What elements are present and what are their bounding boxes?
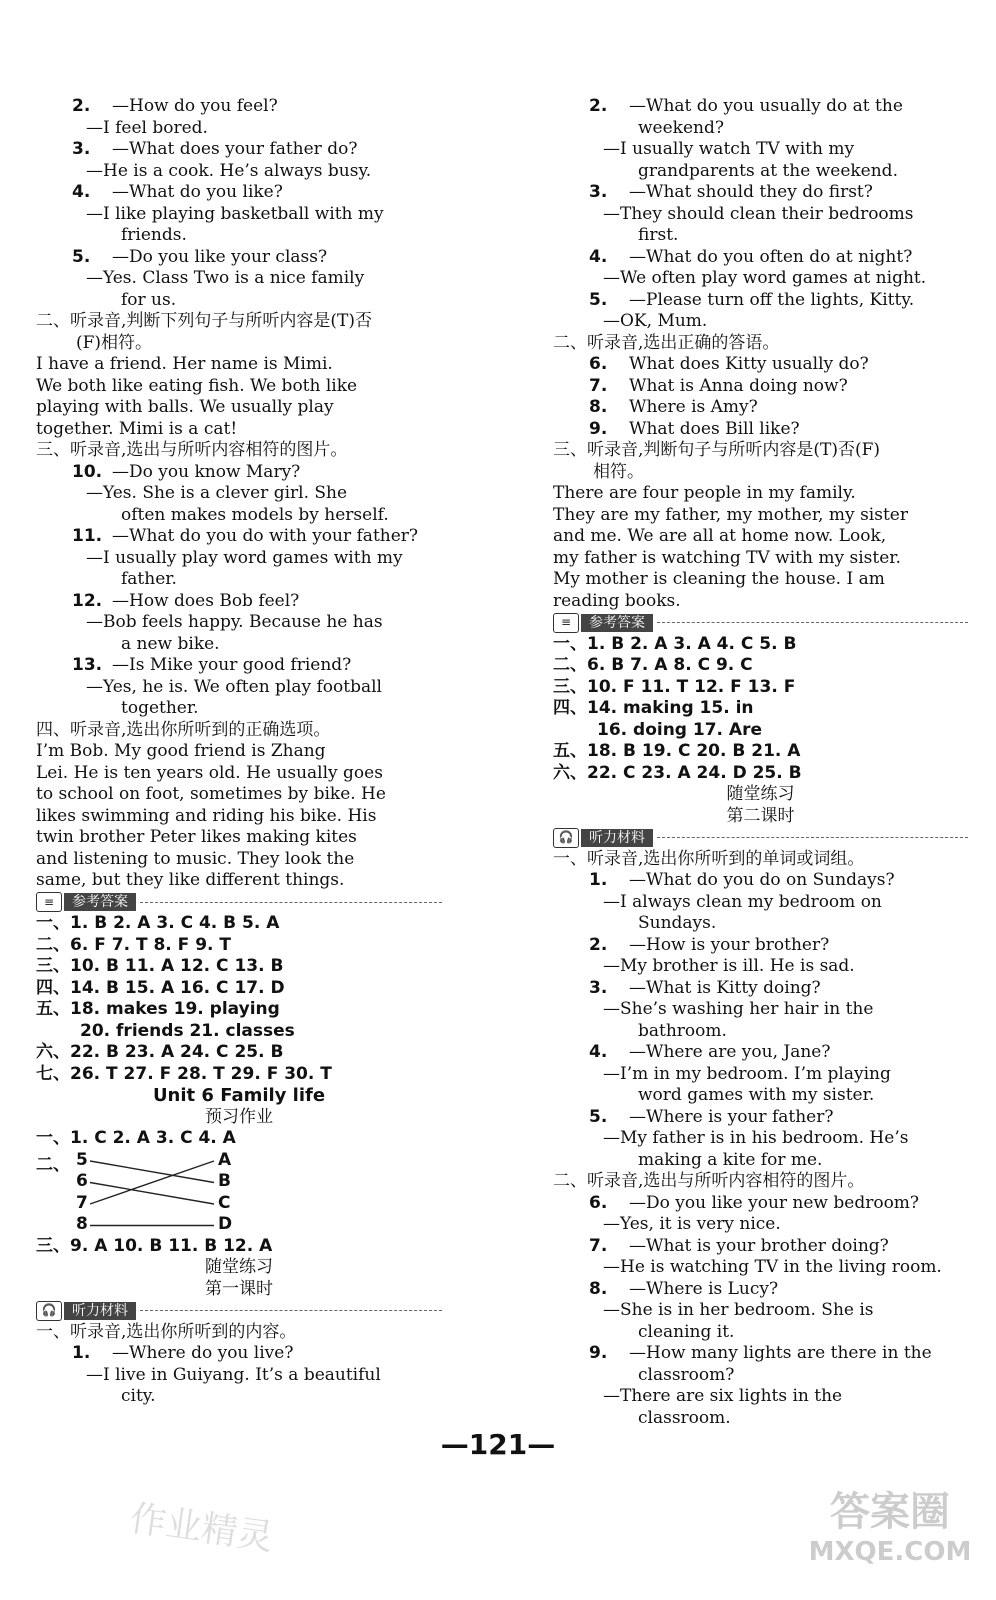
line-text: 相符。 [593, 461, 644, 482]
watermark-right [800, 1480, 980, 1567]
section-badge [36, 892, 442, 914]
item-number: 3. [589, 182, 608, 202]
text-line [553, 1279, 968, 1301]
line-text: 四、听录音,选出你所听到的正确选项。 [36, 719, 331, 740]
text-line [36, 462, 442, 484]
line-text: friends. [121, 225, 187, 245]
text-line [36, 311, 442, 333]
badge-divider [657, 622, 968, 623]
line-text: —How many lights are there in the [629, 1343, 932, 1363]
line-text: often makes models by herself. [121, 504, 389, 525]
line-text: —Where is your father? [629, 1106, 834, 1127]
line-text: —He is watching TV in the living room. [603, 1257, 942, 1277]
text-line [36, 763, 442, 785]
text-line [553, 1257, 968, 1279]
text-line [36, 913, 442, 935]
item-number: 2. [589, 96, 608, 116]
text-line [553, 1365, 968, 1387]
text-line [553, 1214, 968, 1236]
badge-divider [140, 1310, 442, 1311]
badge-icon: ≡ [553, 613, 579, 633]
line-text: 五、18. B 19. C 20. B 21. A [553, 741, 801, 761]
text-line [553, 225, 968, 247]
item-number: 4. [589, 1042, 608, 1062]
line-text: reading books. [553, 590, 681, 611]
line-text: bathroom. [638, 1020, 727, 1041]
text-line [36, 376, 442, 398]
text-line [36, 655, 442, 677]
text-line [553, 569, 968, 591]
line-text: 三、9. A 10. B 11. B 12. A [36, 1235, 273, 1256]
line-text: —Where are you, Jane? [629, 1042, 831, 1062]
line-text: —I like playing basketball with my [86, 203, 384, 224]
line-text: —What do you like? [112, 182, 283, 202]
line-text: —Do you like your class? [112, 246, 328, 267]
badge-icon: 🎧 [36, 1301, 62, 1321]
badge-label: 听力材料 [64, 1302, 136, 1320]
line-text: —Yes. Class Two is a nice family [86, 268, 365, 288]
text-line [553, 397, 968, 419]
text-line [553, 1193, 968, 1215]
line-text: They are my father, my mother, my sister [553, 504, 908, 525]
line-text: 五、18. makes 19. playing [36, 999, 280, 1019]
text-line [553, 118, 968, 140]
item-number: 9. [589, 1343, 608, 1363]
line-text: likes swimming and riding his bike. His [36, 805, 377, 826]
line-text: What does Kitty usually do? [629, 354, 869, 374]
item-number: 8. [589, 1278, 608, 1299]
text-line [36, 96, 442, 118]
line-text: 二、听录音,判断下列句子与所听内容是(T)否 [36, 311, 373, 331]
text-line [553, 1236, 968, 1258]
match-letter: A [218, 1149, 232, 1170]
item-number: 10. [72, 461, 103, 482]
line-text: 三、10. F 11. T 12. F 13. F [553, 676, 796, 697]
line-text: —She’s washing her hair in the [603, 999, 874, 1019]
text-line [36, 956, 442, 978]
line-text: —What do you do with your father? [112, 526, 419, 546]
text-line [553, 376, 968, 398]
match-line [90, 1182, 214, 1204]
text-line [553, 483, 968, 505]
line-text: —What does your father do? [112, 139, 358, 159]
line-text: —I live in Guiyang. It’s a beautiful [86, 1364, 381, 1385]
text-line [553, 698, 968, 720]
line-text: —What is your brother doing? [629, 1235, 889, 1256]
text-line [553, 96, 968, 118]
line-text: What does Bill like? [629, 418, 800, 439]
text-line [36, 634, 442, 656]
line-text: 16. doing 17. Are [597, 719, 763, 740]
line-text: classroom. [638, 1407, 731, 1428]
badge-icon: ≡ [36, 892, 62, 912]
line-text: weekend? [638, 117, 724, 138]
text-line [553, 870, 968, 892]
line-text: 二、听录音,选出与所听内容相符的图片。 [553, 1171, 865, 1191]
line-text: —I feel bored. [86, 117, 208, 138]
line-text: I have a friend. Her name is Mimi. [36, 354, 333, 374]
text-line [36, 526, 442, 548]
text-line [553, 720, 968, 742]
text-line [553, 1021, 968, 1043]
text-line [553, 419, 968, 441]
match-line [90, 1161, 214, 1183]
text-line [553, 440, 968, 462]
item-number: 11. [72, 526, 103, 546]
line-text: 第一课时 [205, 1278, 273, 1299]
item-number: 7. [589, 375, 608, 396]
line-text: 四、14. B 15. A 16. C 17. D [36, 977, 285, 998]
line-text: word games with my sister. [638, 1085, 875, 1105]
text-line [36, 978, 442, 1000]
line-text: and me. We are all at home now. Look, [553, 526, 887, 546]
line-text: 二、6. F 7. T 8. F 9. T [36, 934, 231, 955]
text-line [36, 784, 442, 806]
text-line [36, 1257, 442, 1279]
line-text: 六、22. B 23. A 24. C 25. B [36, 1042, 284, 1062]
item-number: 4. [72, 182, 91, 202]
line-text: playing with balls. We usually play [36, 397, 334, 417]
line-text: 一、1. B 2. A 3. A 4. C 5. B [553, 633, 797, 654]
line-text: 一、1. C 2. A 3. C 4. A [36, 1128, 236, 1148]
line-text: my father is watching TV with my sister. [553, 547, 901, 568]
text-line [553, 1171, 968, 1193]
text-line [553, 1042, 968, 1064]
text-line [36, 999, 442, 1021]
text-line [36, 1064, 442, 1086]
text-line [553, 333, 968, 355]
text-line [553, 548, 968, 570]
match-line [90, 1161, 214, 1204]
line-text: —She is in her bedroom. She is [603, 1300, 874, 1320]
line-text: —How does Bob feel? [112, 590, 300, 611]
text-line [36, 569, 442, 591]
watermark-left: 作业精灵 [127, 1498, 276, 1559]
badge-divider [140, 902, 442, 903]
text-line [36, 354, 442, 376]
line-text: cleaning it. [638, 1321, 735, 1342]
text-line [553, 1150, 968, 1172]
text-line [553, 161, 968, 183]
line-text: —I’m in my bedroom. I’m playing [603, 1063, 891, 1084]
text-line [36, 1128, 442, 1150]
line-text: —How is your brother? [629, 934, 830, 955]
line-text: Where is Amy? [629, 397, 758, 417]
line-text: We both like eating fish. We both like [36, 375, 358, 396]
text-line [553, 956, 968, 978]
line-text: —What do you often do at night? [629, 246, 913, 267]
item-number: 2. [72, 96, 91, 116]
text-line [36, 1279, 442, 1301]
text-line [36, 591, 442, 613]
line-text: I’m Bob. My good friend is Zhang [36, 741, 326, 761]
item-number: 1. [72, 1343, 91, 1363]
text-line [36, 182, 442, 204]
line-text: 随堂练习 [726, 784, 795, 804]
text-line [36, 1042, 442, 1064]
line-text: —Where is Lucy? [629, 1278, 779, 1299]
text-line [36, 290, 442, 312]
text-line [36, 720, 442, 742]
line-text: father. [121, 569, 177, 589]
text-line [553, 1343, 968, 1365]
item-number: 3. [589, 977, 608, 998]
text-line [36, 1021, 442, 1043]
line-text: together. Mimi is a cat! [36, 418, 238, 439]
text-line [553, 1322, 968, 1344]
line-text: —What do you usually do at the [629, 96, 903, 116]
text-line [36, 505, 442, 527]
line-text: —Yes, he is. We often play football [86, 676, 382, 697]
line-text: 一、听录音,选出你所听到的内容。 [36, 1321, 297, 1342]
line-text: 预习作业 [205, 1106, 273, 1127]
item-number: 5. [589, 289, 608, 310]
line-text: —Yes, it is very nice. [603, 1214, 781, 1234]
text-line [553, 892, 968, 914]
item-number: 8. [589, 397, 608, 417]
line-text: Unit 6 Family life [152, 1085, 326, 1106]
line-text: 随堂练习 [205, 1257, 273, 1277]
text-line [553, 935, 968, 957]
text-line [36, 1365, 442, 1387]
text-line [36, 1322, 442, 1344]
text-line [36, 548, 442, 570]
match-letter: D [218, 1214, 233, 1234]
section-badge [553, 612, 968, 634]
line-text: What is Anna doing now? [629, 375, 848, 396]
item-number: 5. [589, 1106, 608, 1127]
text-line [553, 591, 968, 613]
line-text: —What do you do on Sundays? [629, 870, 895, 890]
section-badge [553, 827, 968, 849]
line-text: —I usually play word games with my [86, 547, 403, 568]
item-number: 5. [72, 246, 91, 267]
text-line [553, 1107, 968, 1129]
line-text: —I usually watch TV with my [603, 139, 855, 159]
text-line [36, 806, 442, 828]
text-line [36, 1085, 442, 1107]
text-line [36, 1107, 442, 1129]
text-line [36, 1236, 442, 1258]
line-text: 第二课时 [726, 805, 795, 826]
text-line [553, 999, 968, 1021]
text-line [553, 913, 968, 935]
line-text: 三、10. B 11. A 12. C 13. B [36, 956, 284, 976]
line-text: —My father is in his bedroom. He’s [603, 1128, 909, 1148]
line-text: —Is Mike your good friend? [112, 655, 352, 675]
line-text: —What is Kitty doing? [629, 977, 821, 998]
page-number: —121— [440, 1428, 556, 1461]
item-number: 9. [589, 418, 608, 439]
text-line [553, 784, 968, 806]
text-line [553, 655, 968, 677]
text-line [553, 978, 968, 1000]
text-line [36, 268, 442, 290]
item-number: 6. [589, 1192, 608, 1213]
text-line [36, 935, 442, 957]
text-line [553, 1064, 968, 1086]
line-text: —Bob feels happy. Because he has [86, 612, 383, 632]
line-text: My mother is cleaning the house. I am [553, 569, 885, 589]
line-text: city. [121, 1386, 156, 1406]
line-text: classroom? [638, 1364, 735, 1385]
text-line [36, 440, 442, 462]
section-badge [36, 1300, 442, 1322]
line-text: —Yes. She is a clever girl. She [86, 483, 348, 503]
text-line [553, 849, 968, 871]
text-line [553, 1128, 968, 1150]
text-line [36, 849, 442, 871]
text-line [36, 225, 442, 247]
text-line [36, 1386, 442, 1408]
text-line [553, 806, 968, 828]
badge-icon: 🎧 [553, 828, 579, 848]
line-text: first. [638, 225, 679, 245]
line-text: Sundays. [638, 913, 717, 933]
left-column [36, 96, 442, 1408]
line-text: —There are six lights in the [603, 1386, 843, 1406]
item-number: 1. [589, 870, 608, 890]
line-text: 七、26. T 27. F 28. T 29. F 30. T [36, 1063, 332, 1084]
badge-label: 听力材料 [581, 829, 653, 847]
line-text: There are four people in my family. [553, 483, 856, 503]
text-line [36, 333, 442, 355]
line-text: grandparents at the weekend. [638, 160, 898, 181]
line-text: 二、听录音,选出正确的答语。 [553, 332, 780, 353]
text-line [553, 268, 968, 290]
line-text: —OK, Mum. [603, 311, 708, 331]
line-text: —Do you know Mary? [112, 461, 301, 482]
watermark-url: MXQE.COM [808, 1537, 972, 1567]
text-line [36, 827, 442, 849]
line-text: to school on foot, sometimes by bike. He [36, 784, 386, 804]
line-text: a new bike. [121, 633, 220, 654]
text-line [36, 118, 442, 140]
text-line [36, 397, 442, 419]
text-line [553, 247, 968, 269]
match-number: 7 [76, 1192, 88, 1213]
text-line [36, 870, 442, 892]
item-number: 3. [72, 139, 91, 159]
text-line [553, 677, 968, 699]
right-column [553, 96, 968, 1429]
text-line [553, 1386, 968, 1408]
text-line [36, 677, 442, 699]
text-line [553, 763, 968, 785]
text-line [553, 139, 968, 161]
line-text: Lei. He is ten years old. He usually goes [36, 762, 383, 783]
text-line [36, 1343, 442, 1365]
text-line [553, 290, 968, 312]
text-line [553, 311, 968, 333]
line-text: and listening to music. They look the [36, 848, 355, 869]
item-number: 6. [589, 354, 608, 374]
item-number: 7. [589, 1235, 608, 1256]
line-text: —What should they do first? [629, 182, 873, 202]
line-text: making a kite for me. [638, 1149, 823, 1170]
text-line [553, 634, 968, 656]
item-number: 2. [589, 934, 608, 955]
line-text: —Where do you live? [112, 1343, 294, 1363]
text-line [36, 419, 442, 441]
badge-label: 参考答案 [581, 614, 653, 632]
line-text: —Please turn off the lights, Kitty. [629, 289, 915, 310]
match-letter: C [218, 1192, 231, 1213]
text-line [36, 483, 442, 505]
match-number: 5 [76, 1149, 88, 1170]
match-number: 8 [76, 1214, 88, 1234]
text-line [553, 1300, 968, 1322]
text-line [553, 1408, 968, 1430]
match-prefix: 二、 [36, 1154, 70, 1175]
line-text: 四、14. making 15. in [553, 698, 754, 718]
match-letter: B [218, 1171, 231, 1191]
line-text: 三、听录音,选出与所听内容相符的图片。 [36, 440, 348, 460]
item-number: 4. [589, 246, 608, 267]
line-text: twin brother Peter likes making kites [36, 827, 357, 847]
matching-exercise [36, 1150, 442, 1236]
line-text: together. [121, 698, 199, 718]
text-line [36, 698, 442, 720]
line-text: 三、听录音,判断句子与所听内容是(T)否(F) [553, 440, 881, 460]
line-text: —I always clean my bedroom on [603, 891, 882, 912]
text-line [36, 741, 442, 763]
badge-divider [657, 837, 968, 838]
badge-label: 参考答案 [64, 893, 136, 911]
line-text: 六、22. C 23. A 24. D 25. B [553, 762, 802, 783]
line-text: —How do you feel? [112, 96, 278, 116]
line-text: for us. [121, 289, 177, 310]
line-text: —My brother is ill. He is sad. [603, 956, 855, 976]
line-text: —They should clean their bedrooms [603, 203, 914, 224]
line-text: 一、听录音,选出你所听到的单词或词组。 [553, 848, 865, 869]
text-line [553, 354, 968, 376]
text-line [553, 204, 968, 226]
text-line [36, 612, 442, 634]
text-line [553, 741, 968, 763]
line-text: 一、1. B 2. A 3. C 4. B 5. A [36, 913, 280, 933]
watermark-logo-text: 答案圈 [830, 1489, 950, 1535]
text-line [553, 505, 968, 527]
line-text: —Do you like your new bedroom? [629, 1192, 920, 1213]
match-lines [76, 1150, 236, 1236]
text-line [36, 204, 442, 226]
line-text: (F)相符。 [76, 332, 153, 353]
text-line [36, 161, 442, 183]
text-line [553, 182, 968, 204]
line-text: 二、6. B 7. A 8. C 9. C [553, 655, 753, 675]
text-line [553, 462, 968, 484]
text-line [36, 139, 442, 161]
text-line [553, 1085, 968, 1107]
text-line [36, 247, 442, 269]
text-line [553, 526, 968, 548]
line-text: 20. friends 21. classes [80, 1020, 295, 1041]
item-number: 13. [72, 655, 103, 675]
line-text: —We often play word games at night. [603, 268, 927, 288]
match-number: 6 [76, 1171, 88, 1191]
line-text: same, but they like different things. [36, 870, 345, 890]
line-text: —He is a cook. He’s always busy. [86, 160, 372, 181]
item-number: 12. [72, 590, 103, 611]
